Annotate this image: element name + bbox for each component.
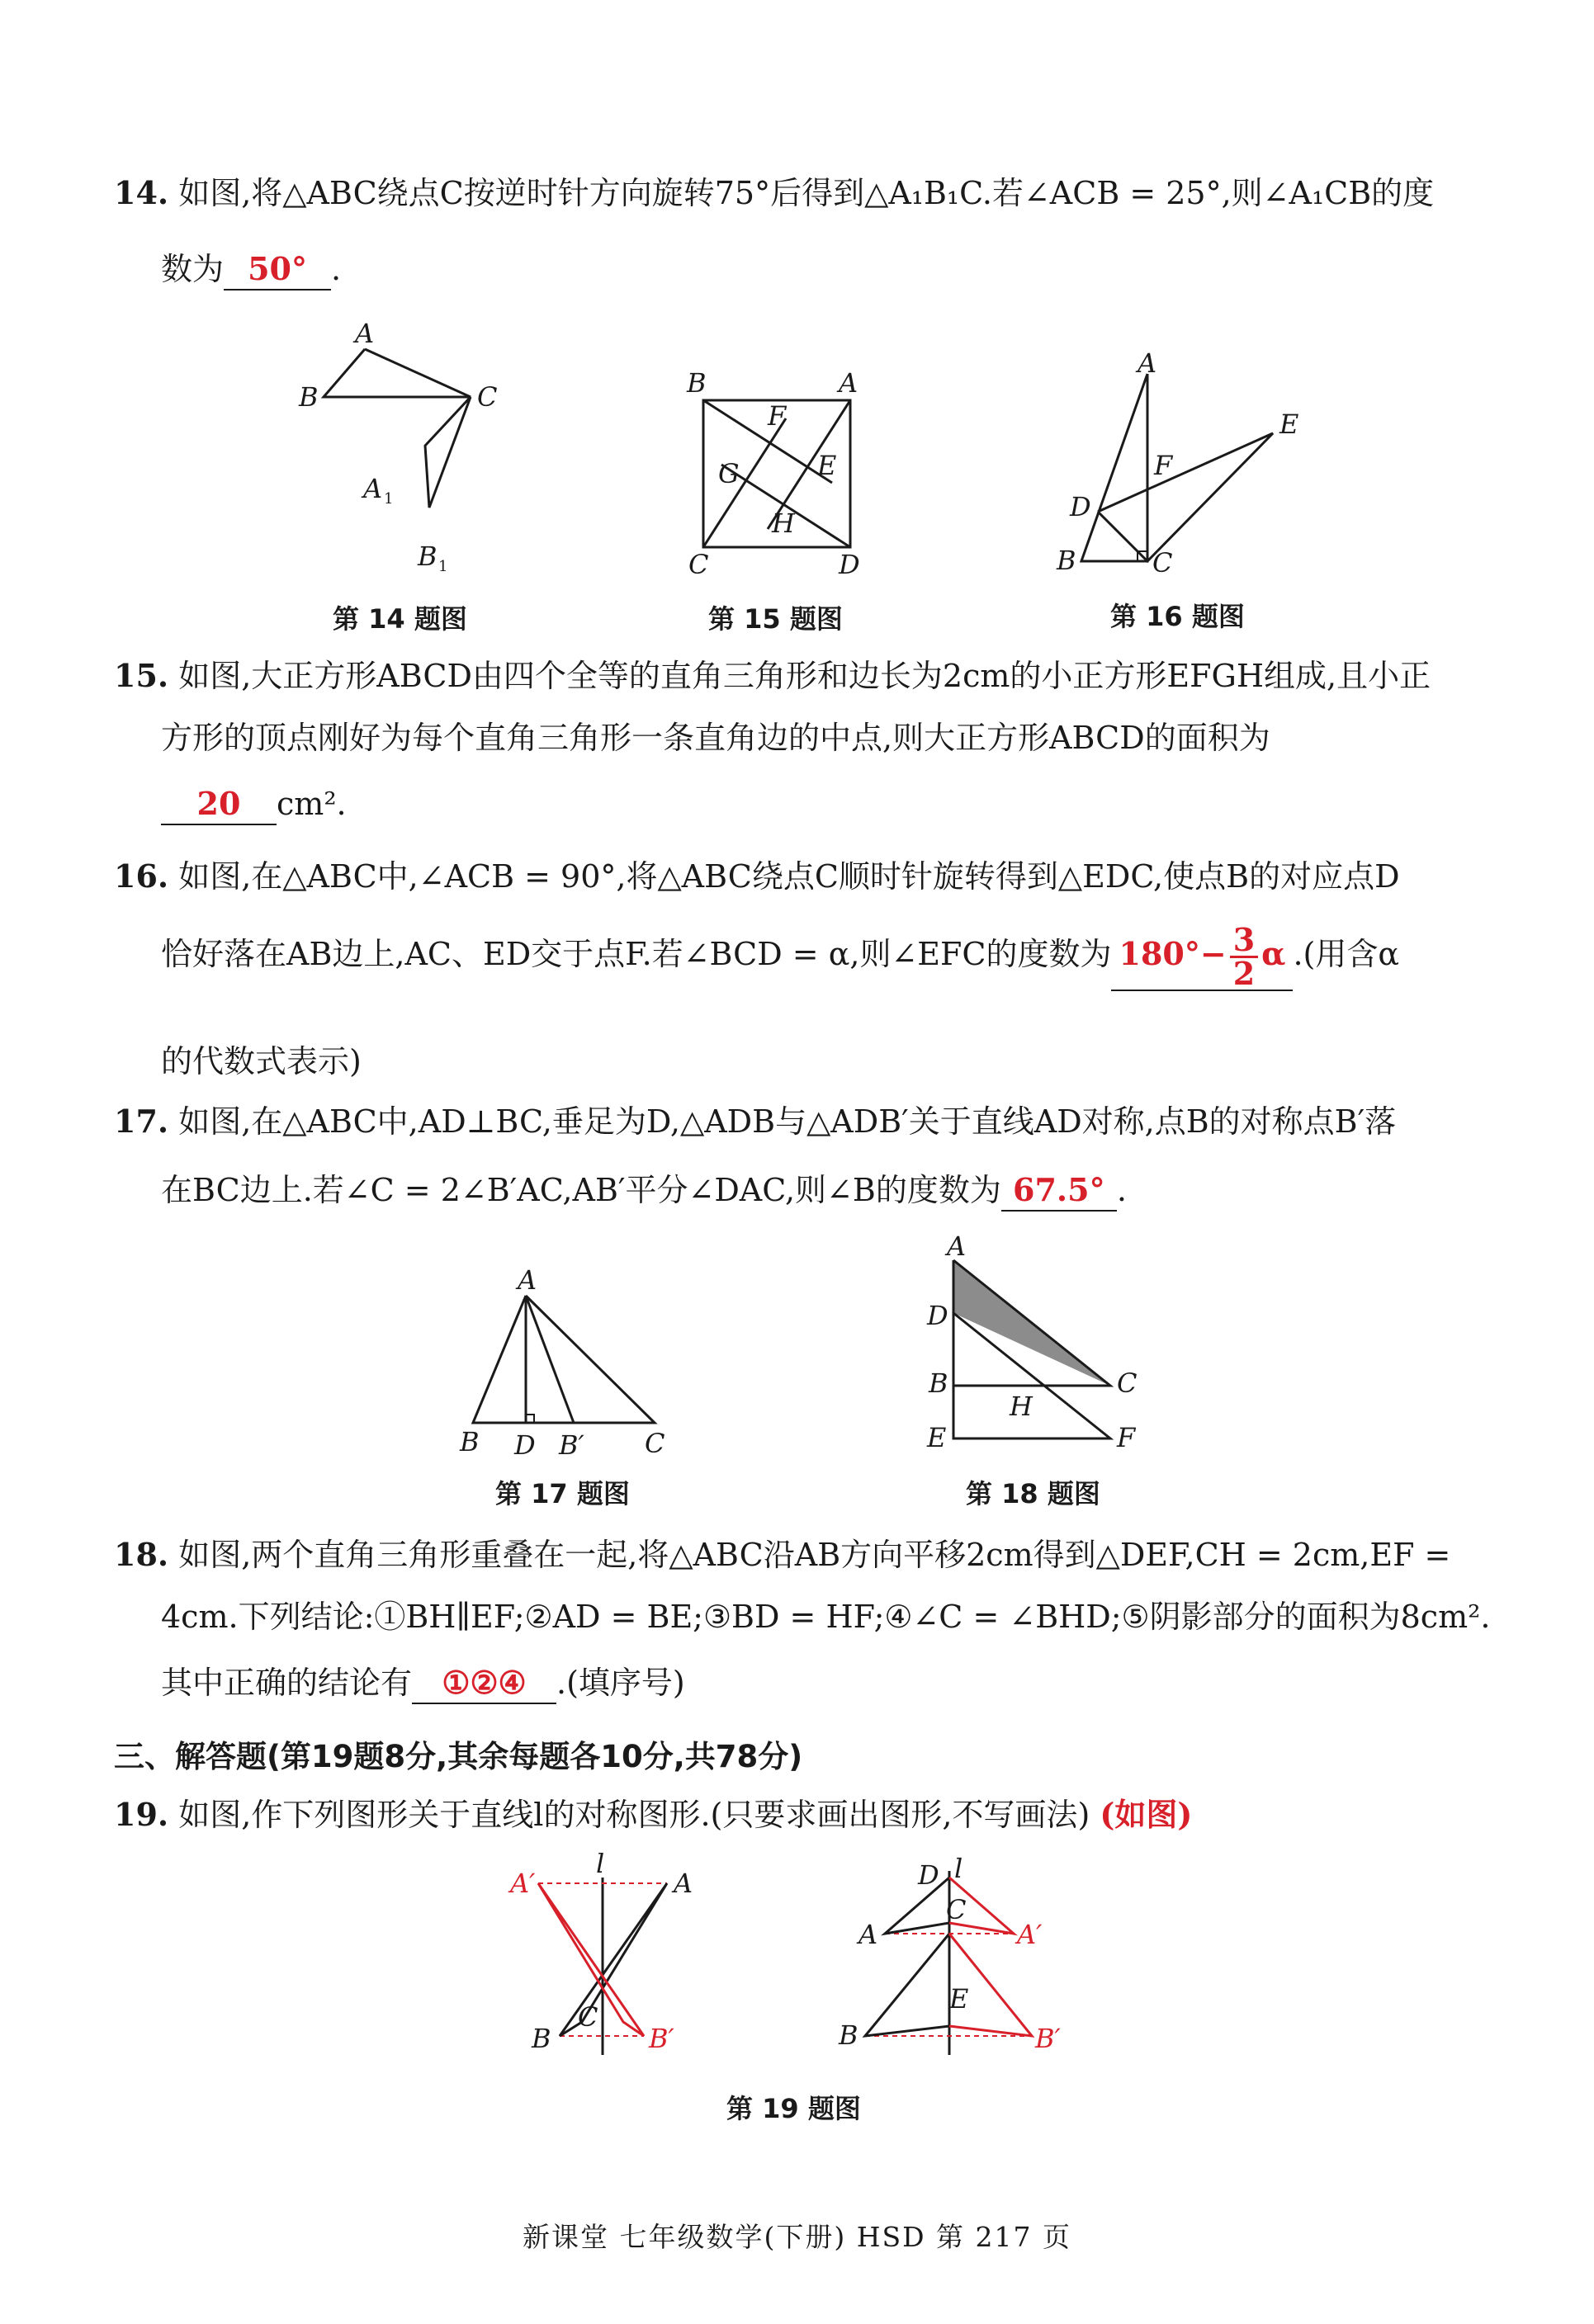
- label-F: F: [1117, 1422, 1136, 1453]
- label-B: B: [929, 1367, 948, 1399]
- question-text: .: [1116, 1172, 1127, 1208]
- question-text: 数为: [161, 251, 225, 287]
- answer-blank: 67.5°: [1001, 1170, 1117, 1212]
- question-text: 恰好落在AB边上,AC、ED交于点F.若∠BCD = α,则∠EFC的度数为: [161, 936, 1112, 972]
- label-A: A: [355, 318, 375, 349]
- label-C: C: [477, 381, 498, 413]
- question-text: .(填序号): [556, 1665, 685, 1701]
- question-17-line2: [161, 1170, 1127, 1212]
- question-text: 如图,在△ABC中,∠ACB = 90°,将△ABC绕点C顺时针旋转得到△EDC,使点B的对应点D: [178, 858, 1400, 895]
- label-C: C: [645, 1428, 665, 1459]
- question-15-line3: [161, 784, 347, 825]
- label-B: B: [839, 2019, 858, 2051]
- answer-blank: 50°: [224, 249, 331, 290]
- question-text: .(用含α: [1293, 936, 1400, 972]
- label-H: H: [1010, 1391, 1033, 1422]
- label-A1: A: [363, 473, 383, 504]
- question-text: 如图,作下列图形关于直线l的对称图形.(只要求画出图形,不写画法): [178, 1797, 1090, 1833]
- label-subscript: 1: [384, 490, 394, 508]
- label-Ap: A′: [1017, 1919, 1043, 1950]
- question-14-line2: [161, 249, 341, 290]
- label-D: D: [839, 549, 860, 580]
- question-16-line2: [161, 921, 1400, 992]
- question-text: 方形的顶点刚好为每个直角三角形一条直角边的中点,则大正方形ABCD的面积为: [161, 720, 1270, 756]
- label-A: A: [674, 1868, 693, 1899]
- caption-fig16: 第 16 题图: [1110, 601, 1245, 632]
- label-E: E: [949, 1983, 969, 2015]
- label-B1: B: [418, 541, 438, 572]
- label-l: l: [954, 1853, 963, 1884]
- question-number: 16.: [114, 857, 169, 895]
- question-text: 其中正确的结论有: [161, 1665, 413, 1701]
- label-Bp: B′: [649, 2023, 674, 2054]
- label-F: F: [768, 400, 787, 432]
- caption-fig17: 第 17 题图: [495, 1478, 630, 1509]
- label-B: B: [299, 381, 319, 413]
- label-B: B: [687, 367, 707, 399]
- label-B: B: [532, 2023, 551, 2054]
- figure-15: [685, 367, 875, 582]
- question-text: 如图,将△ABC绕点C按逆时针方向旋转75°后得到△A₁B₁C.若∠ACB = 25°,则∠A₁CB的度: [178, 175, 1435, 211]
- label-D: D: [918, 1859, 939, 1891]
- label-B: B: [460, 1426, 480, 1457]
- question-number: 15.: [114, 657, 169, 694]
- label-D: D: [927, 1300, 948, 1331]
- label-B: B: [1057, 545, 1076, 576]
- label-A: A: [518, 1264, 537, 1296]
- question-text: 如图,在△ABC中,AD⊥BC,垂足为D,△ADB与△ADB′关于直线AD对称,点B的对称点B′落: [178, 1103, 1397, 1140]
- fraction-numerator: 3: [1230, 924, 1258, 958]
- question-number: 18.: [114, 1536, 169, 1573]
- label-D: D: [1070, 491, 1091, 522]
- question-text: .: [331, 251, 342, 287]
- question-text: 如图,两个直角三角形重叠在一起,将△ABC沿AB方向平移2cm得到△DEF,CH = 2cm,EF =: [178, 1537, 1451, 1573]
- question-17: [114, 1102, 1484, 1141]
- question-16: [114, 857, 1484, 896]
- label-C: C: [946, 1894, 967, 1925]
- answer-hint: (如图): [1100, 1796, 1193, 1833]
- label-Bp: B′: [1035, 2023, 1061, 2054]
- question-text: 在BC边上.若∠C = 2∠B′AC,AB′平分∠DAC,则∠B的度数为: [161, 1172, 1001, 1208]
- label-subscript: 1: [438, 558, 448, 575]
- label-A: A: [947, 1234, 967, 1262]
- label-E: E: [927, 1422, 947, 1453]
- fraction-denominator: 2: [1232, 955, 1256, 992]
- answer-part: 180°−: [1119, 935, 1227, 972]
- answer-blank: [1111, 921, 1293, 992]
- figure-17: [450, 1263, 689, 1461]
- unit: cm².: [277, 786, 347, 822]
- page-footer: 新课堂 七年级数学(下册) HSD 第 217 页: [522, 2221, 1072, 2253]
- question-number: 14.: [114, 174, 169, 211]
- question-text: 4cm.下列结论:①BH∥EF;②AD = BE;③BD = HF;④∠C = ∠BHD;⑤阴影部分的面积为8cm².: [161, 1599, 1491, 1635]
- label-A: A: [858, 1919, 878, 1950]
- answer-blank: 20: [161, 784, 277, 825]
- caption-fig14: 第 14 题图: [333, 603, 467, 635]
- label-E: E: [817, 450, 837, 481]
- figure-16: [1040, 351, 1313, 586]
- answer-blank: ①②④: [412, 1663, 556, 1704]
- question-18: [114, 1535, 1484, 1575]
- question-15: [114, 656, 1484, 696]
- label-D: D: [514, 1429, 536, 1461]
- label-C: C: [1117, 1367, 1138, 1399]
- question-19: [114, 1795, 1484, 1835]
- label-A: A: [1138, 351, 1157, 379]
- label-G: G: [718, 458, 740, 489]
- label-H: H: [772, 508, 795, 539]
- question-number: 19.: [114, 1796, 169, 1833]
- label-E: E: [1279, 409, 1299, 440]
- figure-19-right: [834, 1853, 1073, 2059]
- label-A: A: [839, 367, 858, 399]
- label-C: C: [578, 2001, 598, 2033]
- question-14: [114, 173, 1484, 213]
- label-l: l: [596, 1853, 605, 1879]
- section-heading: 三、解答题(第19题8分,其余每题各10分,共78分): [114, 1739, 803, 1774]
- figure-18: [912, 1234, 1160, 1465]
- question-number: 17.: [114, 1103, 169, 1140]
- label-C: C: [688, 549, 709, 580]
- label-C: C: [1152, 547, 1173, 579]
- answer-part: α: [1261, 935, 1286, 972]
- caption-fig18: 第 18 题图: [966, 1478, 1100, 1509]
- caption-fig19: 第 19 题图: [726, 2093, 861, 2124]
- question-18-line3: [161, 1663, 685, 1704]
- figure-19-left: [495, 1853, 718, 2059]
- caption-fig15: 第 15 题图: [708, 603, 843, 635]
- question-text: 如图,大正方形ABCD由四个全等的直角三角形和边长为2cm的小正方形EFGH组成,且小正: [178, 658, 1431, 694]
- label-Bp: B′: [559, 1429, 584, 1461]
- figure-14: [289, 318, 512, 590]
- question-text: 的代数式表示): [161, 1043, 362, 1079]
- answer-fraction: [1230, 921, 1258, 992]
- label-Ap: A′: [510, 1868, 536, 1899]
- label-F: F: [1154, 450, 1173, 481]
